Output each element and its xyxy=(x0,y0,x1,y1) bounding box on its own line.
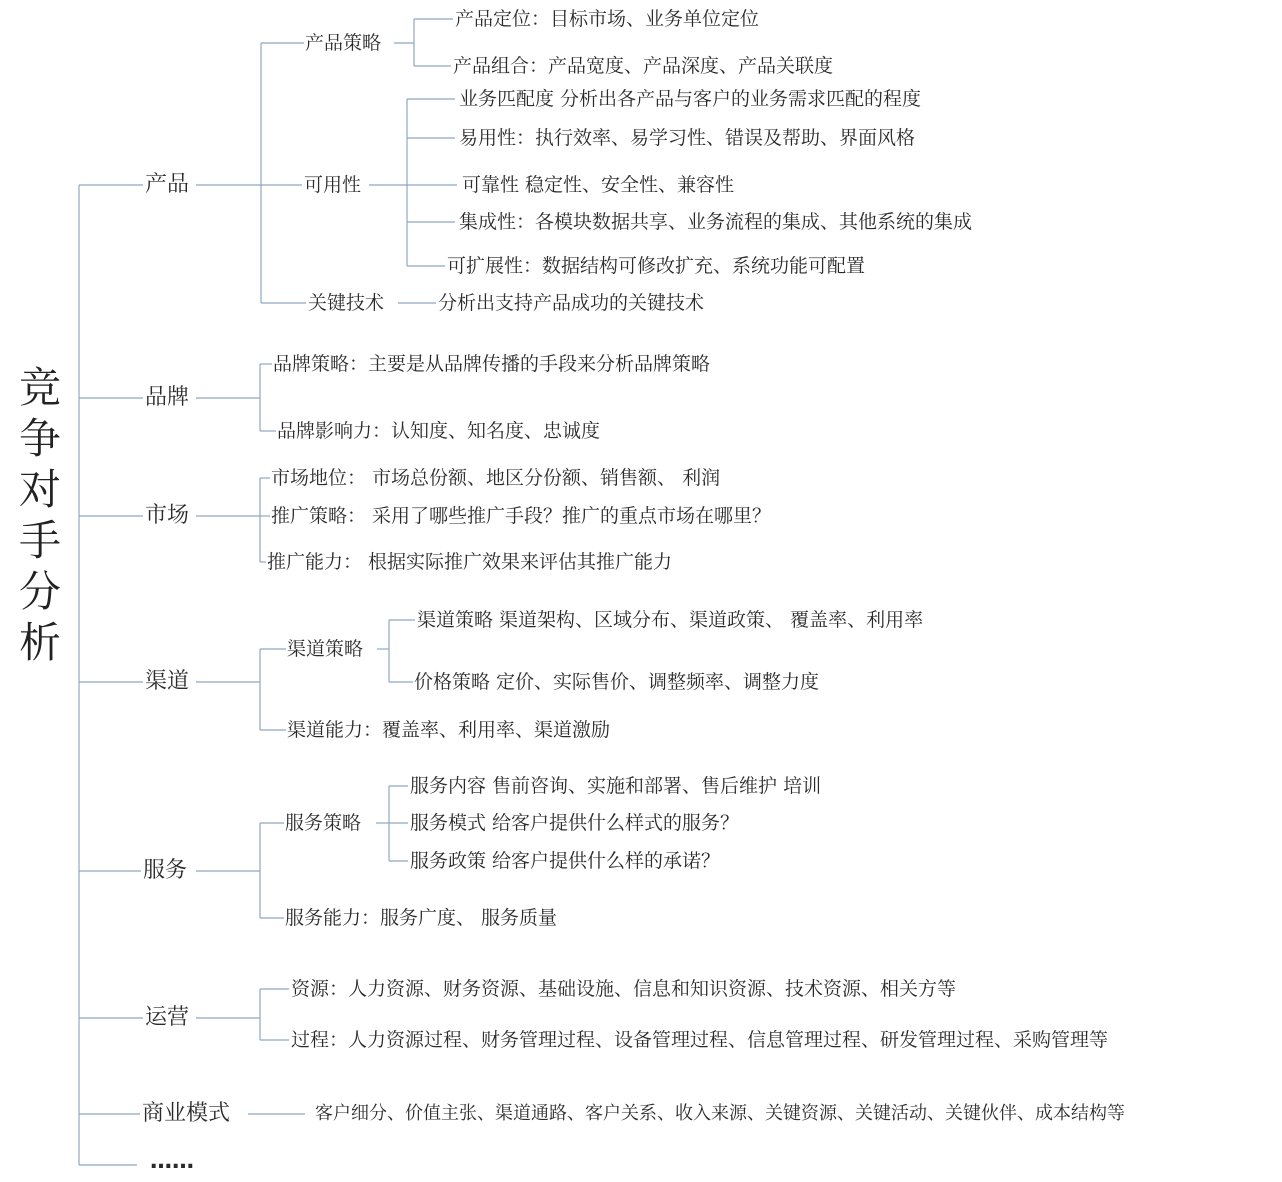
root-char: 手 xyxy=(18,516,61,565)
leaf-service-policy: 服务政策 给客户提供什么样的承诺？ xyxy=(410,850,721,872)
node-product: 产品 xyxy=(145,172,190,197)
root-title xyxy=(14,362,66,668)
leaf-service-content: 服务内容 售前咨询、实施和部署、售后维护 培训 xyxy=(410,775,822,797)
more-ellipsis: …… xyxy=(150,1149,194,1174)
root-char: 竞 xyxy=(18,363,61,412)
root-char: 分 xyxy=(18,567,61,616)
leaf-service-ability: 服务能力：服务广度、 服务质量 xyxy=(285,907,558,929)
node-channel: 渠道 xyxy=(145,669,190,694)
node-key-tech: 关键技术 xyxy=(308,292,385,314)
leaf-brand-strategy: 品牌策略：主要是从品牌传播的手段来分析品牌策略 xyxy=(273,353,711,375)
node-channel-strategy: 渠道策略 xyxy=(287,638,364,660)
leaf-business-match: 业务匹配度 分析出各产品与客户的业务需求匹配的程度 xyxy=(459,88,922,110)
leaf-operation-process: 过程：人力资源过程、财务管理过程、设备管理过程、信息管理过程、研发管理过程、采购管理等 xyxy=(291,1029,1109,1051)
leaf-service-mode: 服务模式 给客户提供什么样式的服务？ xyxy=(410,812,740,834)
node-usability: 可用性 xyxy=(304,174,362,196)
leaf-integration: 集成性：各模块数据共享、业务流程的集成、其他系统的集成 xyxy=(459,211,973,233)
root-char: 对 xyxy=(18,465,61,514)
node-operation: 运营 xyxy=(145,1005,190,1030)
leaf-product-positioning: 产品定位：目标市场、业务单位定位 xyxy=(455,8,760,30)
leaf-business-model-desc: 客户细分、价值主张、渠道通路、客户关系、收入来源、关键资源、关键活动、关键伙伴、成本结构等 xyxy=(315,1103,1125,1124)
node-service-strategy: 服务策略 xyxy=(285,812,362,834)
leaf-ease-of-use: 易用性：执行效率、易学习性、错误及帮助、界面风格 xyxy=(459,127,916,149)
node-market: 市场 xyxy=(145,503,190,528)
leaf-channel-strategy: 渠道策略 渠道架构、区域分布、渠道政策、 覆盖率、利用率 xyxy=(417,609,924,631)
root-char: 争 xyxy=(18,414,61,463)
leaf-price-strategy: 价格策略 定价、实际售价、调整频率、调整力度 xyxy=(414,671,820,693)
node-product-strategy: 产品策略 xyxy=(305,32,382,54)
leaf-operation-resources: 资源：人力资源、财务资源、基础设施、信息和知识资源、技术资源、相关方等 xyxy=(291,978,957,1000)
leaf-market-position: 市场地位： 市场总份额、地区分份额、销售额、 利润 xyxy=(271,467,721,489)
node-brand: 品牌 xyxy=(145,385,190,410)
leaf-product-portfolio: 产品组合：产品宽度、产品深度、产品关联度 xyxy=(453,55,834,77)
root-char: 析 xyxy=(18,618,61,667)
leaf-extensibility: 可扩展性：数据结构可修改扩充、系统功能可配置 xyxy=(447,255,866,277)
leaf-brand-influence: 品牌影响力：认知度、知名度、忠诚度 xyxy=(277,420,601,442)
leaf-reliability: 可靠性 稳定性、安全性、兼容性 xyxy=(462,174,735,196)
leaf-key-tech-desc: 分析出支持产品成功的关键技术 xyxy=(438,292,705,314)
leaf-promo-strategy: 推广策略： 采用了哪些推广手段？推广的重点市场在哪里？ xyxy=(271,505,772,527)
leaf-promo-ability: 推广能力： 根据实际推广效果来评估其推广能力 xyxy=(267,551,673,573)
node-business-model: 商业模式 xyxy=(142,1101,231,1126)
leaf-channel-ability: 渠道能力：覆盖率、利用率、渠道激励 xyxy=(287,719,611,741)
node-service: 服务 xyxy=(143,858,188,883)
